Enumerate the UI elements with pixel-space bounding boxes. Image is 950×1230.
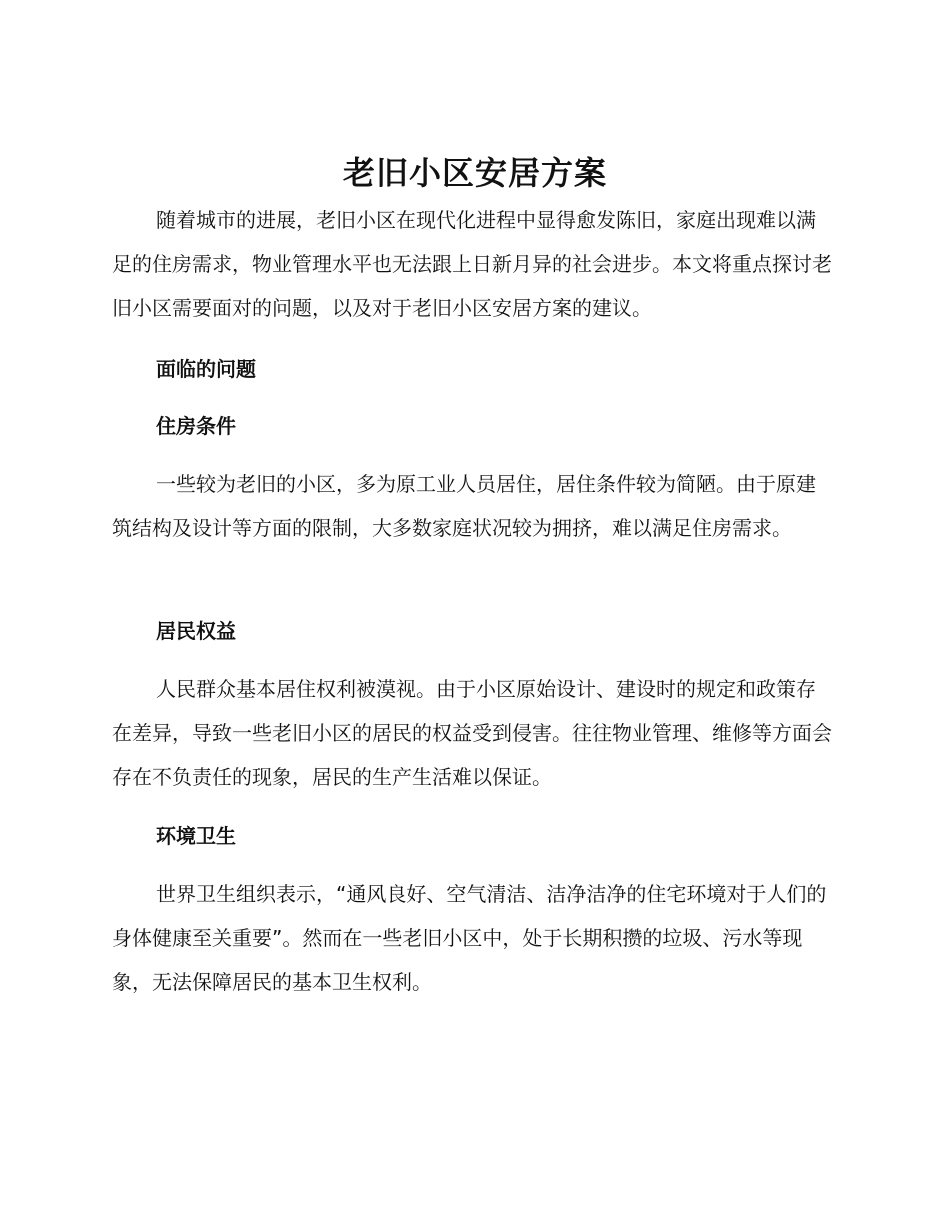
paragraph-rights: 人民群众基本居住权利被漠视。由于小区原始设计、建设时的规定和政策存在差异，导致一些老旧小区的居民的权益受到侵害。往往物业管理、维修等方面会存在不负责任的现象，居民的生产生活难以保证。 xyxy=(112,677,832,789)
document-title: 老旧小区安居方案 xyxy=(342,154,607,192)
subsection-heading-housing: 住房条件 xyxy=(156,414,236,438)
paragraph-hygiene: 世界卫生组织表示，“通风良好、空气清洁、洁净洁净的住宅环境对于人们的身体健康至关重要”。然而在一些老旧小区中，处于长期积攒的垃圾、污水等现象，无法保障居民的基本卫生权利。 xyxy=(112,882,827,994)
subsection-heading-hygiene: 环境卫生 xyxy=(156,824,236,848)
subsection-heading-rights: 居民权益 xyxy=(156,619,236,643)
paragraph-housing: 一些较为老旧的小区，多为原工业人员居住，居住条件较为简陋。由于原建筑结构及设计等方面的限制，大多数家庭状况较为拥挤，难以满足住房需求。 xyxy=(112,472,816,540)
intro-paragraph: 随着城市的进展，老旧小区在现代化进程中显得愈发陈旧，家庭出现难以满足的住房需求，物业管理水平也无法跟上日新月异的社会进步。本文将重点探讨老旧小区需要面对的问题，以及对于老旧小区安居方案的建议。 xyxy=(112,208,832,320)
section-heading-problems: 面临的问题 xyxy=(156,357,256,381)
